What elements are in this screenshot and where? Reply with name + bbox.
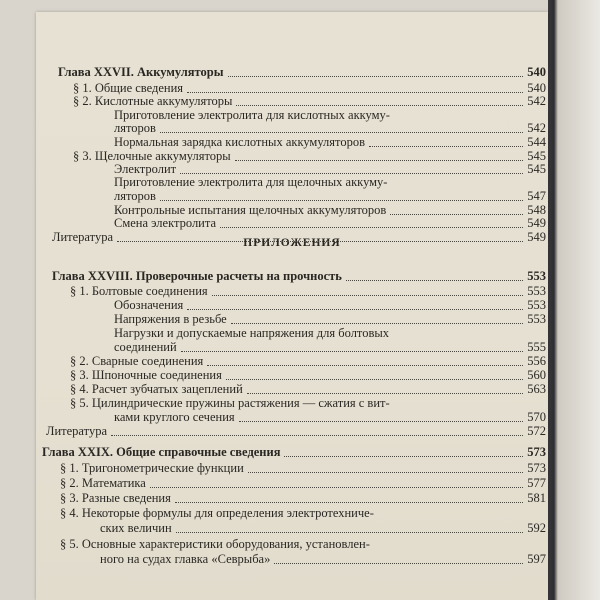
toc-leader-dots <box>220 227 523 228</box>
toc-entry-title: § 2. Сварные соединения <box>70 354 204 368</box>
toc-entry-page: 592 <box>527 521 546 535</box>
toc-entry <box>36 537 546 553</box>
toc-entry-page: 544 <box>527 135 546 149</box>
toc-entry-title: Контрольные испытания щелочных аккумуляторов <box>114 203 387 217</box>
toc-entry <box>36 521 546 537</box>
toc-leader-dots <box>390 214 523 215</box>
toc-leader-dots <box>111 435 523 436</box>
toc-entry-title: Приготовление электролита для кислотных аккуму- <box>114 108 390 122</box>
toc-entry-page: 540 <box>527 65 546 79</box>
toc-entry-page: 553 <box>527 298 546 312</box>
toc-entry-title: § 4. Некоторые формулы для определения электротехниче- <box>60 506 374 520</box>
toc-leader-dots <box>235 160 523 161</box>
toc-leader-dots <box>117 241 523 242</box>
toc-entry-title: ками круглого сечения <box>114 410 235 424</box>
toc-entry-page: 597 <box>527 552 546 566</box>
toc-entry-page: 573 <box>527 461 546 475</box>
toc-entry-title: Литература <box>52 230 113 244</box>
toc-leader-dots <box>176 532 523 533</box>
toc-entry <box>36 445 546 461</box>
toc-entry-title: ских величин <box>100 521 172 535</box>
toc-entry-title: § 1. Болтовые соединения <box>70 284 208 298</box>
toc-entry-title: Глава XXVII. Аккумуляторы <box>58 65 224 79</box>
toc-leader-dots <box>284 456 523 457</box>
toc-entry-title: § 3. Разные сведения <box>60 491 171 505</box>
toc-entry-title: § 5. Основные характеристики оборудования, установлен- <box>60 537 370 551</box>
toc-entry-page: 553 <box>527 312 546 326</box>
toc-entry <box>36 424 546 440</box>
toc-leader-dots <box>150 487 523 488</box>
toc-leader-dots <box>180 173 523 174</box>
toc-entry-page: 570 <box>527 410 546 424</box>
toc-entry-title: Напряжения в резьбе <box>114 312 227 326</box>
book-page <box>36 12 548 600</box>
book-spine-edge <box>548 0 600 600</box>
toc-entry-title: § 3. Шпоночные соединения <box>70 368 222 382</box>
toc-entry <box>36 506 546 522</box>
appendix-heading: ПРИЛОЖЕНИЯ <box>243 237 341 249</box>
toc-entry-title: соединений <box>114 340 177 354</box>
toc-entry <box>36 65 546 81</box>
toc-entry-page: 572 <box>527 424 546 438</box>
toc-entry-title: Обозначения <box>114 298 184 312</box>
toc-leader-dots <box>228 76 523 77</box>
toc-entry-title: Электролит <box>114 162 177 176</box>
toc-entry-page: 553 <box>527 284 546 298</box>
toc-entry-title: ляторов <box>114 121 156 135</box>
toc-entry-title: Приготовление электролита для щелочных аккуму- <box>114 175 388 189</box>
toc-entry <box>36 461 546 477</box>
toc-entry-title: Смена электролита <box>114 216 217 230</box>
toc-entry-page: 553 <box>527 269 546 283</box>
toc-entry-page: 581 <box>527 491 546 505</box>
toc-leader-dots <box>160 200 523 201</box>
toc-entry-page: 547 <box>527 189 546 203</box>
toc-entry-page: 549 <box>527 216 546 230</box>
toc-entry-page: 549 <box>527 230 546 244</box>
toc-leader-dots <box>346 280 523 281</box>
toc-entry-page: 560 <box>527 368 546 382</box>
toc-entry-page: 548 <box>527 203 546 217</box>
toc-entry-title: § 3. Щелочные аккумуляторы <box>73 149 231 163</box>
toc-entry-title: ляторов <box>114 189 156 203</box>
toc-leader-dots <box>175 502 523 503</box>
toc-entry <box>36 269 546 285</box>
toc-leader-dots <box>187 92 523 93</box>
toc-entry-title: ного на судах главка «Севрыба» <box>100 552 271 566</box>
toc-entry-page: 555 <box>527 340 546 354</box>
toc-leader-dots <box>236 105 523 106</box>
toc-leader-dots <box>187 309 523 310</box>
toc-entry-title: § 4. Расчет зубчатых зацеплений <box>70 382 243 396</box>
toc-entry-title: § 5. Цилиндрические пружины растяжения — сжатия с вит- <box>70 396 390 410</box>
toc-leader-dots <box>212 295 523 296</box>
toc-entry-page: 556 <box>527 354 546 368</box>
toc-entry-page: 563 <box>527 382 546 396</box>
toc-leader-dots <box>181 351 523 352</box>
toc-entry <box>36 491 546 507</box>
toc-leader-dots <box>369 146 523 147</box>
toc-entry <box>36 230 546 246</box>
toc-entry-title: Глава XXIX. Общие справочные сведения <box>42 445 281 459</box>
toc-entry-title: § 1. Тригонометрические функции <box>60 461 244 475</box>
toc-entry-title: Литература <box>46 424 107 438</box>
toc-entry-title: Глава XXVIII. Проверочные расчеты на прочность <box>52 269 342 283</box>
toc-leader-dots <box>248 472 523 473</box>
toc-leader-dots <box>160 132 523 133</box>
toc-entry <box>36 476 546 492</box>
toc-entry <box>36 552 546 568</box>
toc-leader-dots <box>226 379 523 380</box>
toc-entry-title: § 1. Общие сведения <box>73 81 184 95</box>
toc-entry-title: Нормальная зарядка кислотных аккумуляторов <box>114 135 365 149</box>
toc-entry-page: 573 <box>527 445 546 459</box>
toc-leader-dots <box>207 365 523 366</box>
toc-entry-page: 577 <box>527 476 546 490</box>
toc-leader-dots <box>239 421 523 422</box>
toc-entry-title: § 2. Кислотные аккумуляторы <box>73 94 233 108</box>
toc-leader-dots <box>247 393 523 394</box>
toc-entry-page: 542 <box>527 94 546 108</box>
toc-leader-dots <box>274 563 523 564</box>
toc-entry-page: 545 <box>527 149 546 163</box>
toc-entry-page: 545 <box>527 162 546 176</box>
toc-entry-page: 540 <box>527 81 546 95</box>
toc-leader-dots <box>231 323 523 324</box>
toc-entry-title: § 2. Математика <box>60 476 146 490</box>
toc-entry-title: Нагрузки и допускаемые напряжения для болтовых <box>114 326 390 340</box>
toc-entry-page: 542 <box>527 121 546 135</box>
